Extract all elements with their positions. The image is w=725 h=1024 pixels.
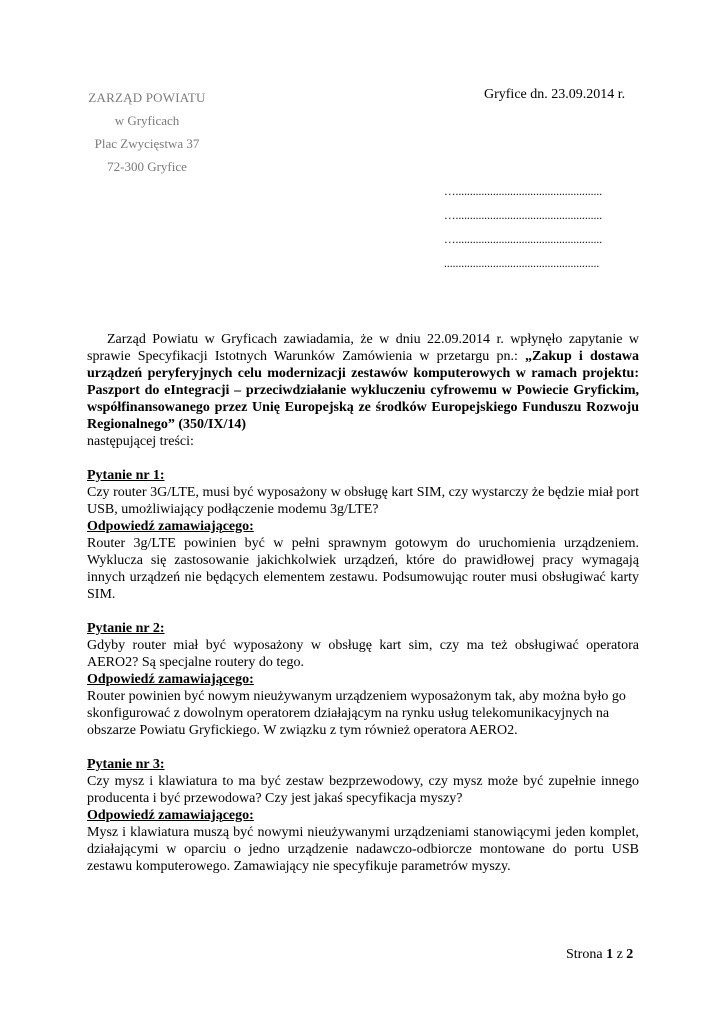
of-word: z bbox=[616, 947, 623, 962]
question-text: Czy router 3G/LTE, musi być wyposażony w obsługę kart SIM, czy wystarczy że będzie miał port USB, umożliwiający podłączenie modemu 3g/LTE? bbox=[87, 485, 639, 517]
sender-address bbox=[82, 86, 212, 178]
intro-closing: następującej treści: bbox=[87, 434, 194, 449]
question-label: Pytanie nr 1: bbox=[87, 468, 165, 483]
page-number bbox=[566, 946, 633, 964]
recipient-line: …................................................... bbox=[444, 186, 603, 198]
question-block-3 bbox=[87, 756, 639, 875]
page-word: Strona bbox=[566, 947, 603, 962]
question-label: Pytanie nr 2: bbox=[87, 621, 165, 636]
sender-org-location: w Gryficach bbox=[114, 113, 180, 128]
answer-text: Router 3g/LTE powinien być w pełni sprawnym gotowym do uruchomienia urządzeniem. Wyklucza się zastosowanie jakichkolwiek urządzeń, które do prawidłowej pracy wymagają innych urządzeń nie będących elementem zestawu. Podsumowując router musi obsługiwać karty SIM. bbox=[87, 536, 639, 602]
current-page: 1 bbox=[606, 947, 614, 962]
answer-label: Odpowiedź zamawiającego: bbox=[87, 519, 254, 534]
recipient-line: ...................................................... bbox=[444, 258, 600, 270]
tender-title: „Zakup i dostawa urządzeń peryferyjnych celu modernizacji zestawów komputerowych w ramach projektu: Paszport do eIntegracji – przeciwdziałanie wykluczeniu cyfrowemu w Powiecie Gryfickim, współfinansowanego przez Unię Europejską ze środków Europejskiego Funduszu Rozwoju Regionalnego” (350/IX/14) bbox=[87, 349, 640, 432]
answer-label: Odpowiedź zamawiającego: bbox=[87, 808, 254, 823]
question-text: Gdyby router miał być wyposażony w obsługę kart sim, czy ma też obsługiwać operatora AERO2? Są specjalne routery do tego. bbox=[87, 638, 639, 670]
letter-body bbox=[87, 331, 639, 875]
sender-postal: 72-300 Gryfice bbox=[107, 159, 187, 174]
answer-label: Odpowiedź zamawiającego: bbox=[87, 672, 254, 687]
sender-street: Plac Zwycięstwa 37 bbox=[94, 136, 200, 151]
intro-text: Zarząd Powiatu w Gryficach zawiadamia, że w dniu 22.09.2014 r. wpłynęło zapytanie w sprawie Specyfikacji Istotnych Warunków Zamówienia w przetargu pn.: bbox=[87, 332, 639, 364]
total-pages: 2 bbox=[626, 947, 634, 962]
question-label: Pytanie nr 3: bbox=[87, 757, 165, 772]
recipient-line: …................................................... bbox=[444, 234, 603, 246]
recipient-line: …................................................... bbox=[444, 210, 603, 222]
sender-org-name: ZARZĄD POWIATU bbox=[88, 90, 206, 105]
date-line: Gryfice dn. 23.09.2014 r. bbox=[484, 87, 626, 102]
question-text: Czy mysz i klawiatura to ma być zestaw bezprzewodowy, czy mysz może być zupełnie innego producenta i być przewodowa? Czy jest jakaś specyfikacja myszy? bbox=[87, 774, 639, 806]
answer-text: Mysz i klawiatura muszą być nowymi nieużywanymi urządzeniami stanowiącymi jeden komplet, działającymi w oparciu o jedno urządzenie nadawczo-odbiorcze montowane do portu USB zestawu komputerowego. Zamawiający nie specyfikuje parametrów myszy. bbox=[87, 825, 639, 874]
question-block-1 bbox=[87, 467, 639, 603]
recipient-block bbox=[444, 180, 602, 276]
intro-paragraph bbox=[87, 331, 639, 433]
question-block-2 bbox=[87, 620, 639, 739]
answer-text: Router powinien być nowym nieużywanym urządzeniem wyposażonym tak, aby można było go skonfigurować z dowolnym operatorem działającym na rynku usług telekomunikacyjnych na obszarze Powiatu Gryfickiego. W związku z tym również operatora AERO2. bbox=[87, 689, 626, 738]
